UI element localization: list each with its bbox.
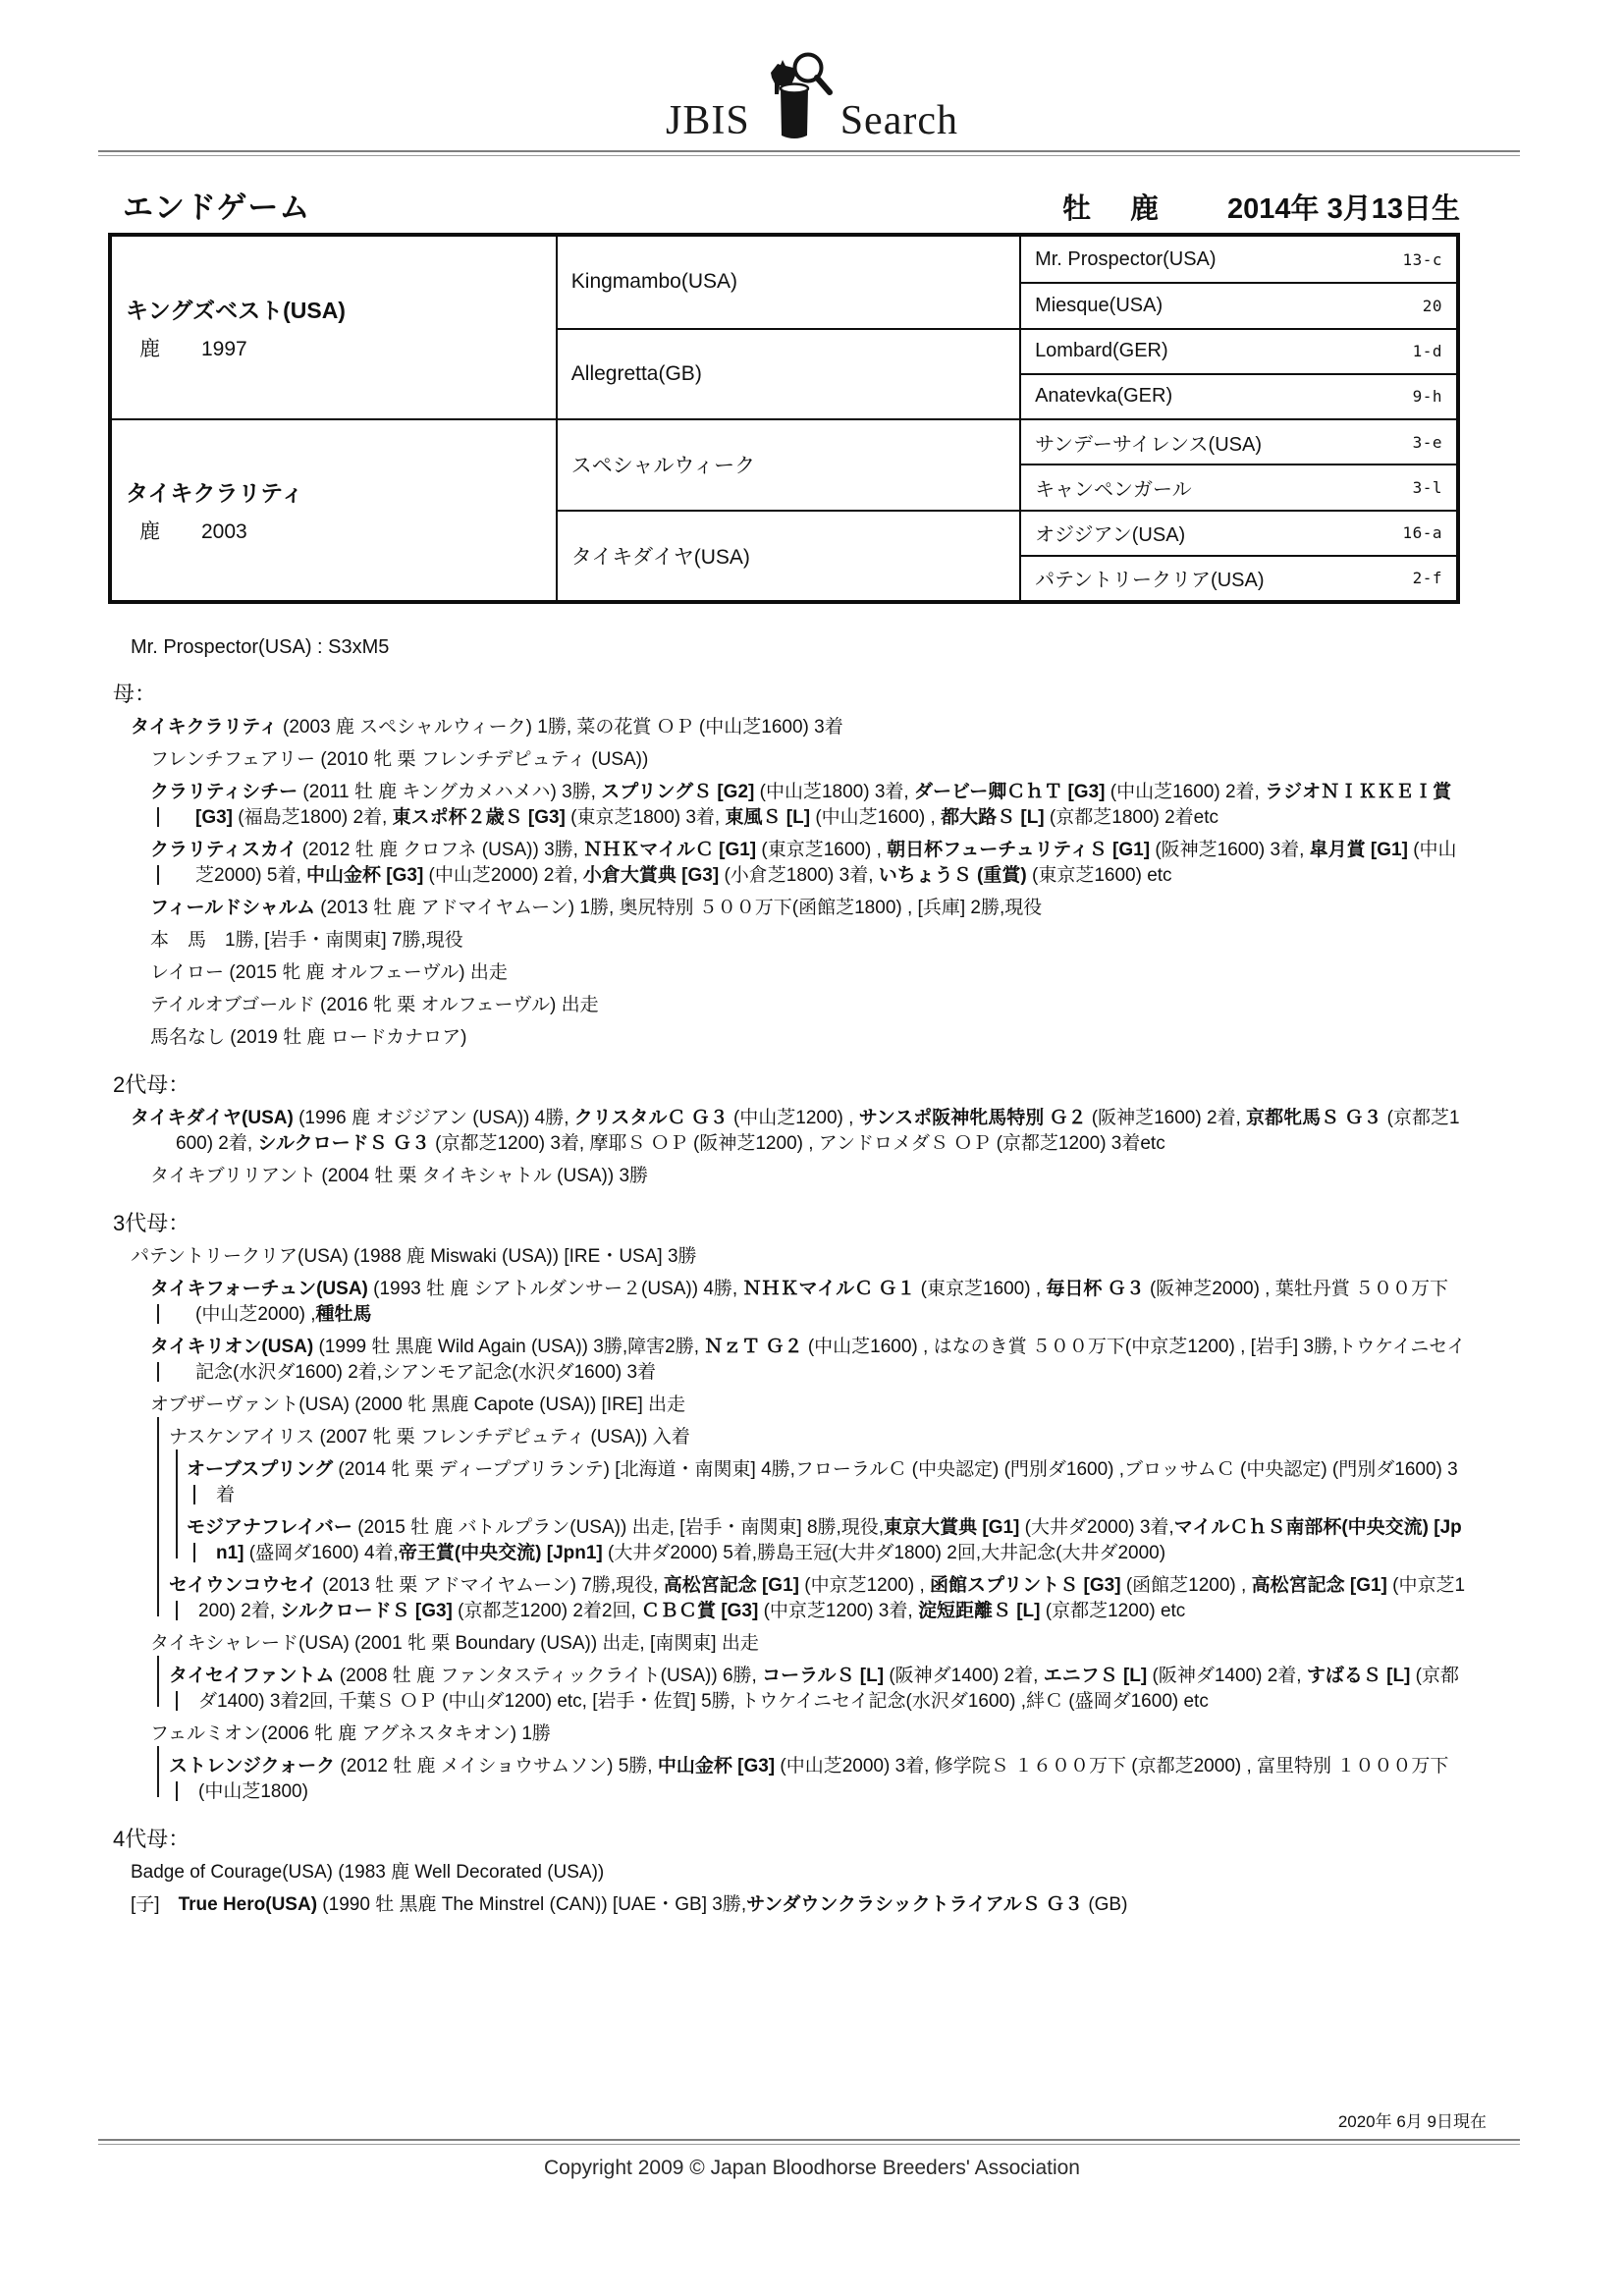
ancestor-name: パテントリークリア(USA) — [1035, 570, 1265, 592]
record-text: (2014 牝 栗 ディープブリランテ) [北海道・南関東] 4勝,フローラルＣ (中央認定) (門別ダ1600) ,ブロッサムＣ (中央認定) (門別ダ1600) 3着 — [216, 1459, 1458, 1505]
record-text: (1996 鹿 オジジアン (USA)) 4勝, — [293, 1108, 574, 1128]
ancestor-name: Lombard(GER) — [1035, 340, 1168, 362]
record-text: (中山芝1600) 2着, — [1105, 782, 1266, 802]
horse-or-race-name: 朝日杯フューチュリティＳ [G1] — [887, 840, 1151, 860]
tree-connector-line — [157, 807, 159, 827]
family-number: 1-d — [1412, 342, 1442, 361]
record-text: (中山芝2000) 5着, — [195, 840, 1457, 886]
record-text: (中山芝1200) , — [728, 1108, 859, 1128]
record-text: テイルオブゴールド (2016 牝 栗 オルフェーヴル) 出走 — [150, 995, 599, 1015]
horse-or-race-name: セイウンコウセイ — [169, 1575, 317, 1596]
ancestor-name: キャンペンガール — [1035, 478, 1192, 501]
horse-or-race-name: タイキクラリティ — [131, 717, 278, 738]
horse-or-race-name: サンスポ阪神牝馬特別 Ｇ２ — [858, 1108, 1087, 1128]
horse-or-race-name: 東京大賞典 [G1] — [884, 1517, 1020, 1538]
horse-magnifier-icon — [753, 51, 838, 141]
tree-connector-line — [176, 1449, 178, 1558]
record-text: (盛岡ダ1600) 4着, — [244, 1543, 399, 1563]
record-text: 本 馬 1勝, [岩手・南関東] 7勝,現役 — [150, 930, 463, 951]
copyright: Copyright 2009 © Japan Bloodhorse Breeders' Association — [544, 2157, 1080, 2179]
ancestor-name: Kingmambo(USA) — [570, 270, 737, 294]
family-entry — [113, 780, 1466, 831]
horse-or-race-name: タイキリオン(USA) — [150, 1337, 314, 1357]
family-entry — [113, 1515, 1466, 1566]
horse-or-race-name: 都大路Ｓ [L] — [941, 807, 1045, 828]
record-text: (阪神ダ1400) 2着, — [884, 1666, 1044, 1686]
record-text: (阪神ダ1400) 2着, — [1147, 1666, 1307, 1686]
horse-or-race-name: 淀短距離Ｓ [L] — [917, 1601, 1041, 1621]
horse-or-race-name: 高松宮記念 [G1] — [663, 1575, 799, 1596]
family-entry — [113, 715, 1466, 740]
record-text: (函館芝1200) , — [1120, 1575, 1252, 1596]
record-text: (2013 牡 鹿 アドマイヤムーン) 1勝, 奥尻特別 ５００万下(函館芝1800) , [兵庫] 2勝,現役 — [314, 898, 1043, 918]
record-text: (東京芝1600) , — [915, 1279, 1047, 1299]
ancestor-name: Miesque(USA) — [1035, 294, 1164, 316]
record-text: (京都ダ1400) 3着2回, 千葉Ｓ ＯＰ (中山ダ1200) etc, [岩手・佐賀] 5勝, トウケイニセイ記念(水沢ダ1600) ,絆Ｃ (盛岡ダ1600) etc — [198, 1666, 1459, 1712]
family-section — [113, 1823, 1466, 1918]
record-text: (2011 牡 鹿 キングカメハメハ) 3勝, — [298, 782, 602, 802]
family-entry — [113, 1335, 1466, 1386]
horse-or-race-name: サンダウンクラシックトライアルＳ Ｇ３ — [746, 1894, 1084, 1915]
family-entry — [113, 1425, 1466, 1450]
record-text: (中山芝1600) , はなのき賞 ５００万下(中京芝1200) , [岩手] 3勝,トウケイニセイ記念(水沢ダ1600) 2着,シアンモア記念(水沢ダ1600) 3着 — [195, 1337, 1466, 1383]
horse-or-race-name: ＮＨＫマイルＣ [G1] — [583, 840, 757, 860]
family-entry — [113, 1025, 1466, 1051]
horse-or-race-name: スプリングＳ [G2] — [601, 782, 755, 802]
family-number: 2-f — [1412, 569, 1442, 588]
record-text: (小倉芝1800) 3着, — [719, 865, 879, 886]
record-text: オブザーヴァント(USA) (2000 牝 黒鹿 Capote (USA)) [IRE] 出走 — [150, 1394, 686, 1415]
horse-or-race-name: シルクロードＳ Ｇ３ — [257, 1133, 430, 1154]
family-entry — [113, 896, 1466, 921]
horse-or-race-name: ダービー卿ＣｈＴ [G3] — [913, 782, 1106, 802]
tree-connector-line — [157, 865, 159, 885]
horse-or-race-name: 帝王賞(中央交流) [Jpn1] — [398, 1543, 603, 1563]
title-row — [123, 183, 1460, 227]
tree-connector-line — [176, 1691, 178, 1711]
tree-connector-line — [157, 1304, 159, 1324]
family-entry — [113, 1573, 1466, 1624]
logo-text-search: Search — [839, 98, 958, 143]
record-text: (京都芝1200) 2着2回, — [452, 1601, 642, 1621]
record-text: (中山芝1600) , — [810, 807, 942, 828]
family-number: 13-c — [1402, 249, 1442, 269]
tree-connector-line — [176, 1781, 178, 1801]
record-text: (中京芝1200) 2着, — [198, 1575, 1466, 1621]
family-entry — [113, 1393, 1466, 1418]
horse-or-race-name: ＣＢＣ賞 [G3] — [641, 1601, 759, 1621]
family-entry — [113, 1722, 1466, 1747]
record-text: パテントリークリア(USA) (1988 鹿 Miswaki (USA)) [IRE・USA] 3勝 — [131, 1246, 697, 1267]
record-text: (中山芝1800) 3着, — [754, 782, 914, 802]
horse-or-race-name: タイセイファントム — [169, 1666, 335, 1686]
record-text: タイキブリリアント (2004 牡 栗 タイキシャトル (USA)) 3勝 — [150, 1166, 649, 1186]
record-text: レイロー (2015 牝 鹿 オルフェーヴル) 出走 — [150, 962, 508, 983]
family-entry — [113, 1457, 1466, 1508]
ancestor-name: タイキクラリティ — [126, 480, 304, 506]
record-text: タイキシャレード(USA) (2001 牝 栗 Boundary (USA)) 出走, [南関東] 出走 — [150, 1633, 759, 1654]
family-entry — [113, 1892, 1466, 1918]
jbis-logo — [0, 51, 1624, 141]
horse-or-race-name: True Hero(USA) — [178, 1894, 318, 1915]
inbreeding-note: Mr. Prospector(USA) : S3xM5 — [131, 636, 390, 658]
horse-or-race-name: タイキダイヤ(USA) — [131, 1108, 294, 1128]
pedigree-gen3-cell — [1019, 237, 1456, 282]
pedigree-gen3-cell — [1019, 282, 1456, 327]
pedigree-gen3-cell — [1019, 328, 1456, 373]
logo-text-jbis: JBIS — [666, 98, 750, 143]
family-entry — [113, 1664, 1466, 1715]
horse-or-race-name: マイルＣｈＳ南部杯(中央交流) [Jpn1] — [216, 1517, 1462, 1563]
horse-or-race-name: モジアナフレイバー — [187, 1517, 352, 1538]
record-text: (中京芝1200) , — [798, 1575, 931, 1596]
ancestor-name: Allegretta(GB) — [570, 361, 702, 385]
family-entry — [113, 838, 1466, 889]
ancestor-name: Mr. Prospector(USA) — [1035, 247, 1217, 270]
record-text: (東京芝1600) , — [756, 840, 888, 860]
family-entry — [113, 1164, 1466, 1189]
horse-or-race-name: 種牡馬 — [315, 1304, 372, 1325]
pedigree-gen3-cell — [1019, 510, 1456, 555]
record-text: ナスケンアイリス (2007 牝 栗 フレンチデピュティ (USA)) 入着 — [169, 1427, 690, 1448]
pedigree-gen3-cell — [1019, 418, 1456, 464]
horse-or-race-name: クリスタルＣ Ｇ３ — [573, 1108, 729, 1128]
ancestor-name: オジジアン(USA) — [1035, 524, 1186, 547]
tree-connector-line — [176, 1601, 178, 1620]
record-text: (2003 鹿 スペシャルウィーク) 1勝, 菜の花賞 ＯＰ (中山芝1600) 3着 — [277, 717, 843, 738]
horse-coat: 鹿 — [1130, 193, 1160, 225]
family-number: 20 — [1422, 296, 1442, 315]
pedigree-gen3-cell — [1019, 555, 1456, 600]
record-text: (2012 牡 鹿 メイショウサムソン) 5勝, — [335, 1756, 658, 1777]
horse-or-race-name: すばるＳ [L] — [1306, 1666, 1411, 1686]
horse-sex: 牡 — [1062, 193, 1092, 225]
family-entry — [113, 993, 1466, 1018]
horse-or-race-name: ラジオＮＩＫＫＥＩ賞 [G3] — [195, 782, 1452, 828]
horse-or-race-name: ストレンジクォーク — [169, 1756, 336, 1777]
pedigree-gen2-cell — [556, 328, 1019, 419]
record-text: (2015 牡 鹿 バトルプラン(USA)) 出走, [岩手・南関東] 8勝,現役, — [352, 1517, 885, 1538]
tree-connector-line — [157, 1746, 159, 1797]
horse-or-race-name: 京都牝馬Ｓ Ｇ３ — [1246, 1108, 1382, 1128]
ancestor-name: サンデーサイレンス(USA) — [1035, 433, 1263, 456]
generation-heading: 4代母： — [113, 1827, 190, 1851]
horse-or-race-name: コーラルＳ [L] — [762, 1666, 885, 1686]
family-records — [113, 678, 1466, 1918]
as-of-date: 2020年 6月 9日現在 — [1337, 2112, 1487, 2131]
record-text: (阪神芝2000) , 葉牡丹賞 ５００万下(中山芝2000) , — [195, 1279, 1449, 1325]
record-text: (1993 牡 鹿 シアトルダンサー２(USA)) 4勝, — [367, 1279, 743, 1299]
record-text: 馬名なし (2019 牡 鹿 ロードカナロア) — [150, 1027, 467, 1048]
horse-or-race-name: クラリティシチー — [150, 782, 298, 802]
ancestor-coat-year: 鹿 1997 — [139, 338, 247, 360]
family-entry — [113, 1754, 1466, 1805]
record-text: (大井ダ2000) 5着,勝島王冠(大井ダ1800) 2回,大井記念(大井ダ2000) — [602, 1543, 1166, 1563]
family-entry — [113, 960, 1466, 986]
pedigree-gen2-cell — [556, 418, 1019, 510]
record-text: (京都芝1600) 2着, — [176, 1108, 1460, 1154]
family-entry — [113, 1106, 1466, 1157]
horse-or-race-name: ＮＨＫマイルＣ Ｇ１ — [742, 1279, 916, 1299]
record-text: (1990 牡 黒鹿 The Minstrel (CAN)) [UAE・GB] 3勝, — [317, 1894, 747, 1915]
family-entry — [113, 1277, 1466, 1328]
divider-top — [98, 150, 1520, 156]
ancestor-name: Anatevka(GER) — [1035, 385, 1173, 408]
horse-or-race-name: 函館スプリントＳ [G3] — [930, 1575, 1121, 1596]
horse-or-race-name: タイキフォーチュン(USA) — [150, 1279, 368, 1299]
record-text: (東京芝1600) etc — [1026, 865, 1172, 886]
record-text: フェルミオン(2006 牝 鹿 アグネスタキオン) 1勝 — [150, 1723, 551, 1744]
record-text: (大井ダ2000) 3着, — [1019, 1517, 1174, 1538]
family-entry — [113, 1244, 1466, 1270]
pedigree-table — [108, 233, 1460, 604]
horse-or-race-name: 小倉大賞典 [G3] — [582, 865, 720, 886]
horse-or-race-name: いちょうＳ (重賞) — [878, 865, 1027, 886]
record-text: (京都芝1200) etc — [1040, 1601, 1186, 1621]
record-text: (GB) — [1083, 1894, 1128, 1915]
horse-or-race-name: 皐月賞 [G1] — [1309, 840, 1408, 860]
record-text: [子] — [131, 1894, 179, 1915]
record-text: (東京芝1800) 3着, — [565, 807, 726, 828]
record-text: (阪神芝1600) 2着, — [1086, 1108, 1247, 1128]
record-text: (2013 牡 栗 アドマイヤムーン) 7勝,現役, — [316, 1575, 664, 1596]
family-section — [113, 678, 1466, 1051]
generation-heading: 母： — [113, 682, 157, 706]
pedigree-gen1-cell — [112, 237, 556, 418]
record-text: (1999 牡 黒鹿 Wild Again (USA)) 3勝,障害2勝, — [313, 1337, 705, 1357]
generation-heading: 3代母： — [113, 1211, 190, 1235]
horse-name: エンドゲーム — [123, 191, 311, 225]
family-entry — [113, 747, 1466, 773]
record-text: (中山芝2000) 3着, 修学院Ｓ １６００万下 (京都芝2000) , 富里特別 １０００万下(中山芝1800) — [198, 1756, 1449, 1802]
record-text: (京都芝1800) 2着etc — [1044, 807, 1219, 828]
horse-or-race-name: 東スポ杯２歳Ｓ [G3] — [392, 807, 566, 828]
horse-or-race-name: フィールドシャルム — [150, 898, 315, 918]
family-section — [113, 1068, 1466, 1189]
family-section — [113, 1207, 1466, 1805]
tree-connector-line — [157, 1417, 159, 1616]
horse-or-race-name: クラリティスカイ — [150, 840, 298, 860]
record-text: Badge of Courage(USA) (1983 鹿 Well Decorated (USA)) — [131, 1862, 605, 1883]
horse-or-race-name: 中山金杯 [G3] — [306, 865, 424, 886]
family-number: 9-h — [1412, 387, 1442, 407]
pedigree-gen3-cell — [1019, 373, 1456, 418]
record-text: (京都芝1200) 3着, 摩耶Ｓ ＯＰ (阪神芝1200) , アンドロメダＳ ＯＰ (京都芝1200) 3着etc — [429, 1133, 1165, 1154]
horse-or-race-name: 東風Ｓ [L] — [725, 807, 811, 828]
family-number: 3-e — [1412, 432, 1442, 452]
tree-connector-line — [157, 1656, 159, 1707]
horse-or-race-name: シルクロードＳ [G3] — [280, 1601, 453, 1621]
record-text: (中京芝1200) 3着, — [758, 1601, 918, 1621]
pedigree-gen1-cell — [112, 418, 556, 600]
family-number: 3-l — [1412, 477, 1442, 497]
family-entry — [113, 1860, 1466, 1886]
horse-attributes — [1062, 187, 1460, 227]
generation-heading: 2代母： — [113, 1072, 190, 1097]
pedigree-gen2-cell — [556, 237, 1019, 328]
ancestor-name: キングズベスト(USA) — [126, 298, 346, 323]
horse-or-race-name: 高松宮記念 [G1] — [1251, 1575, 1387, 1596]
pedigree-gen3-cell — [1019, 464, 1456, 509]
tree-connector-line — [193, 1543, 195, 1562]
ancestor-coat-year: 鹿 2003 — [139, 520, 247, 543]
record-text: (中山芝2000) 2着, — [423, 865, 583, 886]
family-number: 16-a — [1402, 523, 1442, 543]
tree-connector-line — [157, 1362, 159, 1382]
horse-or-race-name: ＮｚＴ Ｇ２ — [704, 1337, 803, 1357]
pedigree-gen2-cell — [556, 510, 1019, 601]
horse-or-race-name: オーブスプリング — [187, 1459, 334, 1480]
record-text: (阪神芝1600) 3着, — [1150, 840, 1310, 860]
divider-bottom — [98, 2139, 1520, 2145]
family-entry — [113, 928, 1466, 954]
tree-connector-line — [193, 1485, 195, 1504]
record-text: (福島芝1800) 2着, — [233, 807, 393, 828]
ancestor-name: スペシャルウィーク — [570, 455, 756, 478]
horse-or-race-name: 毎日杯 Ｇ３ — [1046, 1279, 1145, 1299]
record-text: (2012 牡 鹿 クロフネ (USA)) 3勝, — [297, 840, 584, 860]
family-entry — [113, 1631, 1466, 1657]
record-text: フレンチフェアリー (2010 牝 栗 フレンチデピュティ (USA)) — [150, 749, 649, 770]
horse-birthdate: 2014年 3月13日生 — [1227, 193, 1460, 225]
horse-or-race-name: エニフＳ [L] — [1043, 1666, 1148, 1686]
record-text: (2008 牡 鹿 ファンタスティックライト(USA)) 6勝, — [334, 1666, 763, 1686]
ancestor-name: タイキダイヤ(USA) — [570, 545, 750, 569]
horse-or-race-name: 中山金杯 [G3] — [657, 1756, 776, 1777]
